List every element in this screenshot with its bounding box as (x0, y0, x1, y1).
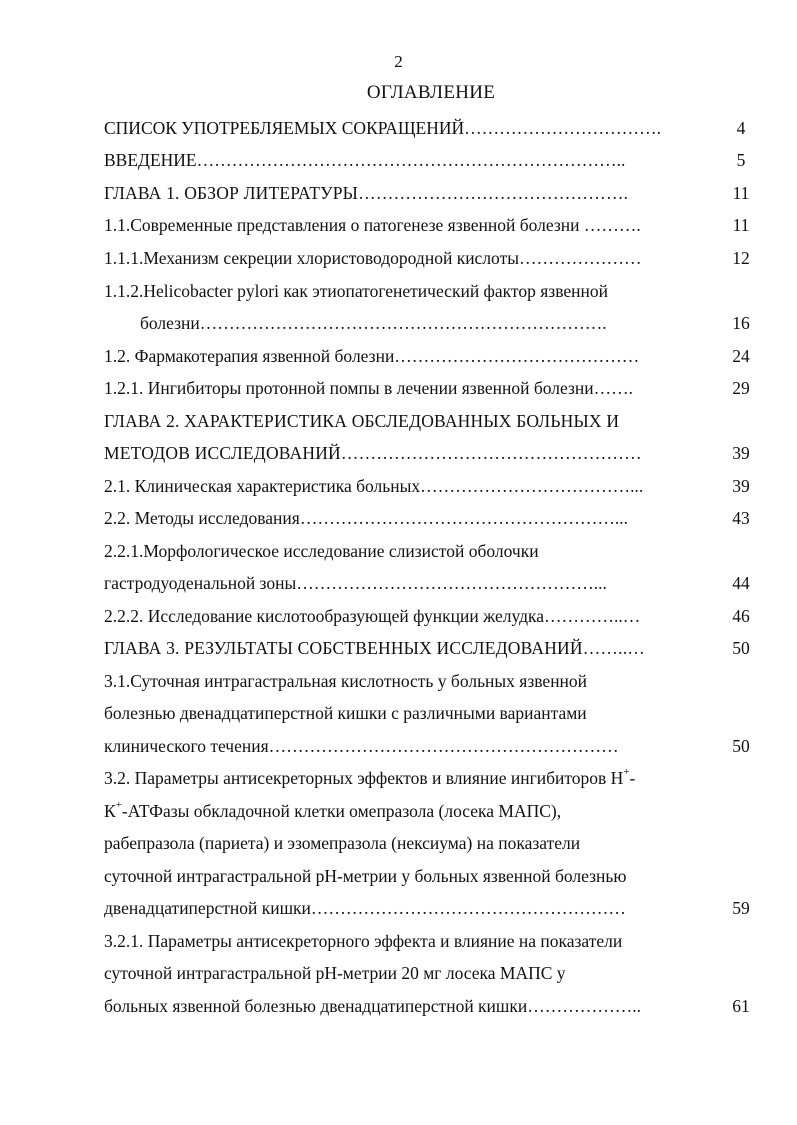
superscript: + (115, 800, 122, 812)
toc-entry-1-1-2-cont: болезни……………………………………………………………. (140, 313, 607, 333)
toc-page-number: 61 (732, 996, 750, 1016)
toc-page-number: 39 (732, 476, 750, 496)
toc-entry-1-1-1: 1.1.1.Механизм секреции хлористоводородной кислоты………………… (104, 248, 642, 268)
toc-entry-1-1: 1.1.Современные представления о патогенезе язвенной болезни ………. (104, 215, 641, 235)
toc-entry-2-2-1-cont: гастродуоденальной зоны……………………………………………... (104, 573, 607, 593)
toc-page-number: 11 (732, 183, 750, 203)
toc-page-number: 50 (732, 736, 750, 756)
toc-entry-2-2: 2.2. Методы исследования………………………………………………... (104, 508, 628, 528)
toc-text: 3.2. Параметры антисекреторных эффектов и влияние ингибиторов Н (104, 768, 624, 788)
toc-entry-3-1: 3.1.Суточная интрагастральная кислотность у больных язвенной (104, 671, 588, 691)
toc-text: К (104, 801, 116, 821)
toc-page-number: 44 (732, 573, 750, 593)
toc-title: ОГЛАВЛЕНИЕ (366, 82, 496, 103)
toc-entry-3-2-1: 3.2.1. Параметры антисекреторного эффекта и влияние на показатели (104, 931, 623, 951)
toc-entry-chapter-3: ГЛАВА 3. РЕЗУЛЬТАТЫ СОБСТВЕННЫХ ИССЛЕДОВАНИЙ……..… (104, 638, 645, 658)
toc-page-number: 4 (736, 118, 746, 138)
toc-entry-3-2-cont: рабепразола (париета) и эзомепразола (нексиума) на показатели (104, 833, 581, 853)
toc-page-number: 16 (732, 313, 750, 333)
toc-page-number: 5 (736, 150, 746, 170)
toc-page-number: 29 (732, 378, 750, 398)
toc-text: -АТФазы обкладочной клетки омепразола (лосека МАПС), (121, 801, 562, 821)
toc-page-number: 43 (732, 508, 750, 528)
toc-entry-3-2 (104, 767, 704, 789)
toc-entry-chapter-1: ГЛАВА 1. ОБЗОР ЛИТЕРАТУРЫ………………………………………. (104, 183, 629, 203)
toc-page-number: 11 (732, 215, 750, 235)
toc-entry-3-2-cont: суточной интрагастральной рН-метрии у больных язвенной болезнью (104, 866, 627, 886)
toc-page-number: 24 (732, 346, 750, 366)
toc-entry-3-2-cont: двенадцатиперстной кишки……………………………………………… (104, 898, 626, 918)
toc-entry-2-1: 2.1. Клиническая характеристика больных………………………………... (104, 476, 644, 496)
page-number: 2 (394, 52, 403, 71)
toc-entry-3-1-cont: болезнью двенадцатиперстной кишки с различными вариантами (104, 703, 587, 723)
toc-entry-chapter-2: ГЛАВА 2. ХАРАКТЕРИСТИКА ОБСЛЕДОВАННЫХ БОЛЬНЫХ И (104, 411, 620, 431)
toc-page-number: 39 (732, 443, 750, 463)
toc-text: - (629, 768, 636, 788)
toc-entry-2-2-2: 2.2.2. Исследование кислотообразующей функции желудка…………..… (104, 606, 641, 626)
toc-page-number: 12 (732, 248, 750, 268)
toc-entry-3-2-1-cont: больных язвенной болезнью двенадцатиперстной кишки……………….. (104, 996, 642, 1016)
toc-entry-2-2-1: 2.2.1.Морфологическое исследование слизистой оболочки (104, 541, 539, 561)
toc-entry-1-2-1: 1.2.1. Ингибиторы протонной помпы в лечении язвенной болезни……. (104, 378, 633, 398)
superscript: + (623, 767, 630, 779)
toc-entry-3-1-cont: клинического течения…………………………………………………… (104, 736, 619, 756)
toc-entry-introduction: ВВЕДЕНИЕ……………………………………………………………….. (104, 150, 626, 170)
toc-entry-3-2-1-cont: суточной интрагастральной рН-метрии 20 мг лосека МАПС у (104, 963, 566, 983)
toc-entry-chapter-2-cont: МЕТОДОВ ИССЛЕДОВАНИЙ…………………………………………… (104, 443, 642, 463)
toc-entry-abbreviations: СПИСОК УПОТРЕБЛЯЕМЫХ СОКРАЩЕНИЙ……………………………. (104, 118, 662, 138)
toc-entry-1-1-2: 1.1.2.Helicobacter pylori как этиопатогенетический фактор язвенной (104, 281, 608, 301)
toc-entry-1-2: 1.2. Фармакотерапия язвенной болезни…………………………………… (104, 346, 640, 366)
toc-page-number: 46 (732, 606, 750, 626)
toc-entry-3-2-cont (104, 800, 704, 822)
toc-page-number: 50 (732, 638, 750, 658)
toc-page-number: 59 (732, 898, 750, 918)
